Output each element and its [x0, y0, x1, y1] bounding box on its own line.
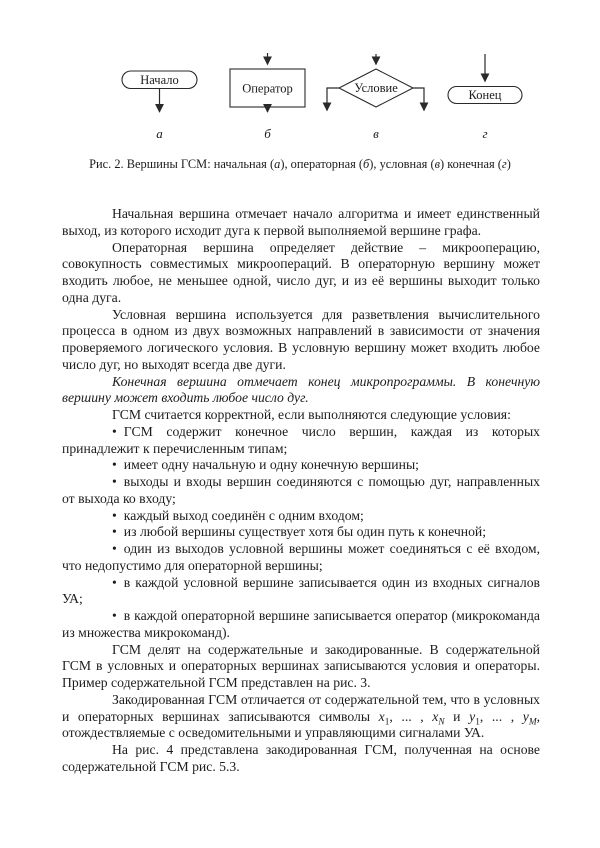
caption-text: ), условная (: [369, 157, 435, 171]
bullet-marker: •: [112, 423, 117, 439]
bullet-text: из любой вершины существует хотя бы один путь к конечной;: [123, 524, 487, 540]
caption-text: ) конечная (: [439, 157, 502, 171]
bullet-marker: •: [112, 507, 117, 523]
flowchart-figure: [0, 0, 600, 150]
bullet-text: в каждой операторной вершине записывается оператор (микрокоманда из множества микрокоманд).: [62, 608, 540, 640]
subscript-M: M: [528, 717, 537, 728]
figure-caption: [0, 157, 600, 172]
bullet-item: [62, 524, 540, 541]
bullet-marker: •: [112, 608, 117, 623]
bullet-marker: •: [112, 574, 117, 590]
bullet-item: [62, 508, 540, 525]
flowchart-node-operator: [230, 53, 305, 141]
bullet-item: [62, 457, 540, 474]
paragraph-condition-vertex: Условная вершина используется для разветвления вычислительного процесса в одном из двух возможных направлений в зависимости от значения проверяемого логического условия. В условную вершину может входить любое число дуг, но выходят всегда две дуги.: [62, 306, 540, 372]
caption-letter-v: в: [434, 157, 440, 171]
end-letter: г: [482, 126, 488, 141]
bullet-text: в каждой условной вершине записывается один из входных сигналов УА;: [62, 574, 540, 607]
symbol-x: x: [432, 708, 439, 724]
paragraph-coded-gsm: [62, 692, 540, 742]
bullet-text: выходы и входы вершин соединяются с помощью дуг, направленных от выхода ко входу;: [62, 474, 540, 506]
symbol-y: y: [522, 708, 529, 724]
paragraph-correctness-intro: ГСМ считается корректной, если выполняются следующие условия:: [112, 407, 511, 422]
text-run: , ... ,: [389, 708, 433, 724]
condition-right-output-arrow: [413, 88, 424, 111]
caption-letter-a: а: [274, 157, 281, 171]
paragraph-gsm-types: ГСМ делят на содержательные и закодированные. В содержательной ГСМ в условных и операторных вершинах записываются условия и операторы. Пример содержательной ГСМ представлен на рис. 3.: [62, 641, 540, 690]
symbol-x: x: [378, 708, 385, 724]
text-run: , ... ,: [479, 708, 523, 724]
flowchart-node-start: [122, 71, 197, 141]
bullet-item: [62, 608, 540, 642]
text-run: , отождествляемые с осведомительными и управляющими сигналами УА.: [62, 708, 540, 741]
paragraph-start-vertex: Начальная вершина отмечает начало алгоритма и имеет единственный выход, из которого исходит дуга к первой выполняемой вершине графа.: [62, 206, 540, 238]
condition-letter: в: [373, 126, 379, 141]
caption-text: ): [506, 157, 511, 171]
text-run: Закодированная ГСМ отличается от содержательной тем, что в условных и операторных вершинах записываются символы: [62, 691, 540, 724]
bullet-marker: •: [112, 524, 117, 540]
bullet-item: [62, 424, 540, 458]
condition-label: Условие: [354, 81, 398, 95]
flowchart-node-condition: [327, 54, 424, 141]
body-text: [62, 206, 540, 776]
paragraph-operator-vertex: Операторная вершина определяет действие – микрооперацию, совокупность совместимых микроопераций. В операторную вершину может входить любое, не меньшее одной, число дуг, и из её вершины выходит только одна дуга.: [62, 239, 540, 305]
bullet-marker: •: [112, 474, 117, 489]
symbol-y: y: [469, 708, 476, 724]
caption-letter-g: г: [501, 157, 507, 171]
subscript-1: 1: [475, 717, 480, 728]
bullet-text: один из выходов условной вершины может соединяться с её входом, что недопустимо для операторной вершины;: [62, 541, 540, 573]
bullet-text: имеет одну начальную и одну конечную вершины;: [123, 457, 419, 473]
start-label: Начало: [140, 73, 179, 87]
text-run: и: [444, 708, 470, 724]
paragraph-end-vertex: Конечная вершина отмечает конец микропрограммы. В конечную вершину может входить любое число дуг.: [62, 373, 540, 406]
operator-label: Оператор: [242, 81, 293, 96]
subscript-N: N: [438, 717, 445, 728]
caption-text: Рис. 2. Вершины ГСМ: начальная (: [89, 157, 275, 171]
bullet-item: [62, 541, 540, 575]
bullet-marker: •: [112, 541, 117, 556]
subscript-1: 1: [384, 717, 390, 728]
condition-left-output-arrow: [327, 88, 339, 111]
bullet-marker: •: [112, 457, 117, 473]
start-letter: а: [156, 126, 163, 141]
flowchart-node-end: [448, 54, 522, 141]
bullet-text: ГСМ содержит конечное число вершин, каждая из которых принадлежит к перечисленным типам;: [62, 423, 540, 456]
caption-text: ), операторная (: [280, 157, 364, 171]
operator-letter: б: [264, 126, 271, 141]
paragraph-fig4-reference: На рис. 4 представлена закодированная ГСМ, полученная на основе содержательной ГСМ рис. 5.3.: [62, 742, 540, 774]
bullet-text: каждый выход соединён с одним входом;: [123, 507, 364, 523]
bullet-item: [62, 474, 540, 508]
end-label: Конец: [468, 88, 502, 102]
bullet-item: [62, 575, 540, 609]
caption-letter-b: б: [363, 157, 370, 171]
